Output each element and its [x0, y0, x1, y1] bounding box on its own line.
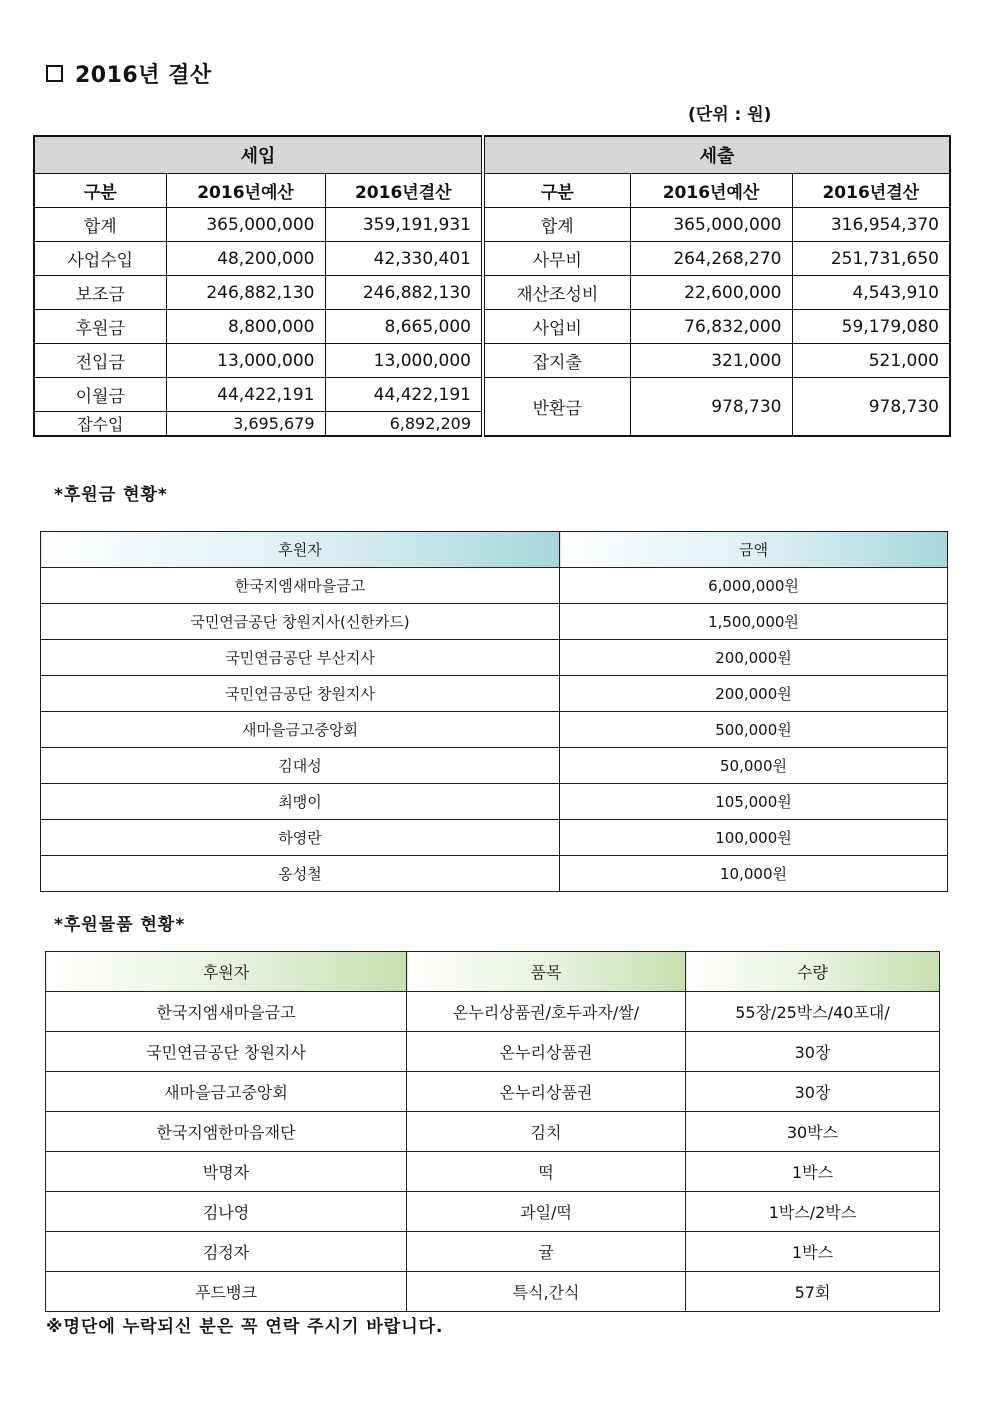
- goods-quantity: 30장: [686, 1072, 940, 1112]
- sponsor-name: 새마을금고중앙회: [46, 1072, 407, 1112]
- goods-quantity: 1박스: [686, 1152, 940, 1192]
- sponsor-name: 한국지엠새마을금고: [41, 568, 560, 604]
- table-row: [41, 784, 948, 820]
- goods-quantity: 55장/25박스/40포대/: [686, 992, 940, 1032]
- income-budget: 246,882,130: [166, 276, 325, 310]
- goods-item: 떡: [407, 1152, 686, 1192]
- cash-sponsor-table: [40, 531, 948, 892]
- col-budget-income: 2016년예산: [166, 174, 325, 208]
- table-row: [41, 604, 948, 640]
- goods-quantity: 1박스: [686, 1232, 940, 1272]
- expense-budget: 22,600,000: [630, 276, 792, 310]
- col-sponsor: 후원자: [41, 532, 560, 568]
- sponsor-name: 김대성: [41, 748, 560, 784]
- col-category-income: 구분: [34, 174, 166, 208]
- budget-table: [33, 135, 951, 437]
- sponsor-name: 국민연금공단 부산지사: [41, 640, 560, 676]
- goods-quantity: 30박스: [686, 1112, 940, 1152]
- sponsor-amount: 500,000원: [560, 712, 948, 748]
- income-settlement: 42,330,401: [325, 242, 483, 276]
- expense-budget: 76,832,000: [630, 310, 792, 344]
- income-budget: 48,200,000: [166, 242, 325, 276]
- table-row: [46, 1152, 940, 1192]
- goods-quantity: 30장: [686, 1032, 940, 1072]
- col-settlement-income: 2016년결산: [325, 174, 483, 208]
- footer-note: ※명단에 누락되신 분은 꼭 연락 주시기 바랍니다.: [46, 1317, 444, 1337]
- sponsor-amount: 10,000원: [560, 856, 948, 892]
- table-row: [46, 1112, 940, 1152]
- col-quantity: 수량: [686, 952, 940, 992]
- sponsor-name: 김나영: [46, 1192, 407, 1232]
- col-settlement-expense: 2016년결산: [792, 174, 950, 208]
- table-row: [34, 344, 950, 378]
- table-row: [46, 992, 940, 1032]
- table-row: [34, 378, 950, 412]
- sponsor-name: 국민연금공단 창원지사: [46, 1032, 407, 1072]
- sponsor-name: 푸드뱅크: [46, 1272, 407, 1312]
- sponsor-amount: 6,000,000원: [560, 568, 948, 604]
- income-settlement: 6,892,209: [325, 412, 483, 437]
- goods-item: 특식,간식: [407, 1272, 686, 1312]
- expense-category: 사업비: [483, 310, 630, 344]
- sponsor-amount: 200,000원: [560, 640, 948, 676]
- income-settlement: 246,882,130: [325, 276, 483, 310]
- table-row: [34, 242, 950, 276]
- expense-settlement: 59,179,080: [792, 310, 950, 344]
- table-row: [34, 310, 950, 344]
- expense-category: 잡지출: [483, 344, 630, 378]
- col-category-expense: 구분: [483, 174, 630, 208]
- sponsor-name: 박명자: [46, 1152, 407, 1192]
- sponsor-amount: 100,000원: [560, 820, 948, 856]
- table-row: [41, 640, 948, 676]
- income-header: 세입: [34, 136, 483, 174]
- expense-settlement: 4,543,910: [792, 276, 950, 310]
- sponsor-name: 국민연금공단 창원지사: [41, 676, 560, 712]
- sponsor-amount: 1,500,000원: [560, 604, 948, 640]
- sponsor-amount: 105,000원: [560, 784, 948, 820]
- sponsor-name: 하영란: [41, 820, 560, 856]
- col-sponsor: 후원자: [46, 952, 407, 992]
- expense-category: 반환금: [483, 378, 630, 437]
- table-row: [46, 1072, 940, 1112]
- sponsor-name: 옹성철: [41, 856, 560, 892]
- sponsor-name: 새마을금고중앙회: [41, 712, 560, 748]
- income-category: 사업수입: [34, 242, 166, 276]
- goods-item: 김치: [407, 1112, 686, 1152]
- expense-settlement: 521,000: [792, 344, 950, 378]
- col-budget-expense: 2016년예산: [630, 174, 792, 208]
- goods-sponsor-table: [45, 951, 940, 1312]
- income-settlement: 13,000,000: [325, 344, 483, 378]
- goods-item: 귤: [407, 1232, 686, 1272]
- table-row: [41, 712, 948, 748]
- expense-header: 세출: [483, 136, 950, 174]
- table-row: [46, 1232, 940, 1272]
- income-settlement: 44,422,191: [325, 378, 483, 412]
- unit-label: (단위 : 원): [688, 105, 772, 125]
- income-settlement: 8,665,000: [325, 310, 483, 344]
- expense-category: 재산조성비: [483, 276, 630, 310]
- table-row: [41, 568, 948, 604]
- page-title-text: 2016년 결산: [75, 63, 212, 88]
- expense-budget: 264,268,270: [630, 242, 792, 276]
- sponsor-amount: 50,000원: [560, 748, 948, 784]
- goods-section-title: *후원물품 현황*: [54, 915, 186, 935]
- expense-budget: 365,000,000: [630, 208, 792, 242]
- income-settlement: 359,191,931: [325, 208, 483, 242]
- expense-settlement: 251,731,650: [792, 242, 950, 276]
- sponsor-name: 최맹이: [41, 784, 560, 820]
- expense-budget: 321,000: [630, 344, 792, 378]
- income-category: 합계: [34, 208, 166, 242]
- income-budget: 8,800,000: [166, 310, 325, 344]
- table-row: [46, 1272, 940, 1312]
- income-category: 보조금: [34, 276, 166, 310]
- table-row: [46, 1032, 940, 1072]
- income-budget: 13,000,000: [166, 344, 325, 378]
- sponsor-name: 김정자: [46, 1232, 407, 1272]
- table-row: [41, 820, 948, 856]
- cash-section-title: *후원금 현황*: [54, 485, 168, 505]
- goods-quantity: 57회: [686, 1272, 940, 1312]
- expense-category: 합계: [483, 208, 630, 242]
- table-row: [41, 676, 948, 712]
- checkbox-square-icon: [46, 65, 63, 82]
- goods-item: 온누리상품권/호두과자/쌀/: [407, 992, 686, 1032]
- col-item: 품목: [407, 952, 686, 992]
- table-row: [34, 208, 950, 242]
- sponsor-name: 한국지엠한마음재단: [46, 1112, 407, 1152]
- income-category: 전입금: [34, 344, 166, 378]
- income-category: 잡수입: [34, 412, 166, 437]
- goods-quantity: 1박스/2박스: [686, 1192, 940, 1232]
- expense-budget: 978,730: [630, 378, 792, 437]
- table-row: [46, 1192, 940, 1232]
- income-budget: 3,695,679: [166, 412, 325, 437]
- table-row: [41, 856, 948, 892]
- page-title: [46, 58, 212, 89]
- expense-settlement: 978,730: [792, 378, 950, 437]
- expense-category: 사무비: [483, 242, 630, 276]
- income-category: 이월금: [34, 378, 166, 412]
- goods-item: 온누리상품권: [407, 1072, 686, 1112]
- expense-settlement: 316,954,370: [792, 208, 950, 242]
- table-row: [41, 748, 948, 784]
- goods-item: 온누리상품권: [407, 1032, 686, 1072]
- income-budget: 365,000,000: [166, 208, 325, 242]
- sponsor-name: 국민연금공단 창원지사(신한카드): [41, 604, 560, 640]
- income-category: 후원금: [34, 310, 166, 344]
- goods-item: 과일/떡: [407, 1192, 686, 1232]
- sponsor-amount: 200,000원: [560, 676, 948, 712]
- income-budget: 44,422,191: [166, 378, 325, 412]
- col-amount: 금액: [560, 532, 948, 568]
- table-row: [34, 276, 950, 310]
- sponsor-name: 한국지엠새마을금고: [46, 992, 407, 1032]
